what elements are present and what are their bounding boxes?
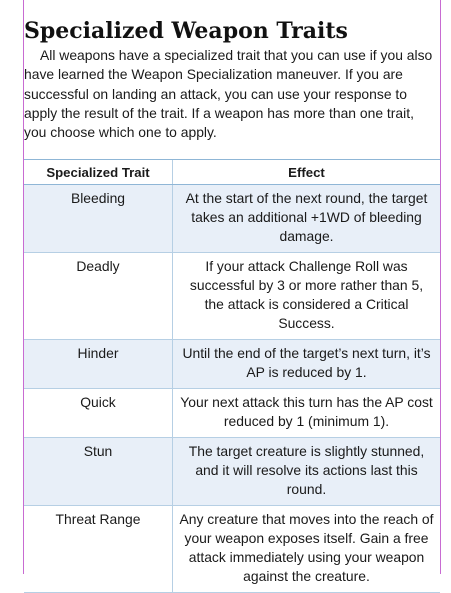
table-header-row xyxy=(24,160,440,185)
table-row xyxy=(24,340,440,389)
trait-name: Stun xyxy=(24,438,173,506)
table-row xyxy=(24,506,440,593)
trait-name: Bleeding xyxy=(24,185,173,253)
traits-table xyxy=(24,159,440,593)
trait-effect: The target creature is slightly stunned, and it will resolve its actions last this round. xyxy=(173,438,441,506)
table-row xyxy=(24,438,440,506)
trait-effect: At the start of the next round, the target takes an additional +1WD of bleeding damage. xyxy=(173,185,441,253)
header-specialized-trait: Specialized Trait xyxy=(24,160,173,185)
page-margin-guide-right xyxy=(440,0,441,574)
trait-effect: Your next attack this turn has the AP cost reduced by 1 (minimum 1). xyxy=(173,389,441,438)
table-row xyxy=(24,253,440,340)
intro-paragraph: All weapons have a specialized trait that you can use if you also have learned the Weapon Specialization maneuver. If you are successful on landing an attack, you can use your response to apply the result of the trait. If a weapon has more than one trait, you choose which one to apply. xyxy=(24,47,433,141)
document-body xyxy=(24,18,440,142)
trait-name: Deadly xyxy=(24,253,173,340)
trait-name: Threat Range xyxy=(24,506,173,593)
trait-name: Quick xyxy=(24,389,173,438)
trait-effect: Until the end of the target’s next turn, it’s AP is reduced by 1. xyxy=(173,340,441,389)
trait-effect: If your attack Challenge Roll was successful by 3 or more rather than 5, the attack is considered a Critical Success. xyxy=(173,253,441,340)
trait-effect: Any creature that moves into the reach of your weapon exposes itself. Gain a free attack immediately using your weapon against the creature. xyxy=(173,506,441,593)
header-effect: Effect xyxy=(173,160,441,185)
trait-name: Hinder xyxy=(24,340,173,389)
table-row xyxy=(24,185,440,253)
section-title: Specialized Weapon Traits xyxy=(24,18,348,44)
table-row xyxy=(24,389,440,438)
